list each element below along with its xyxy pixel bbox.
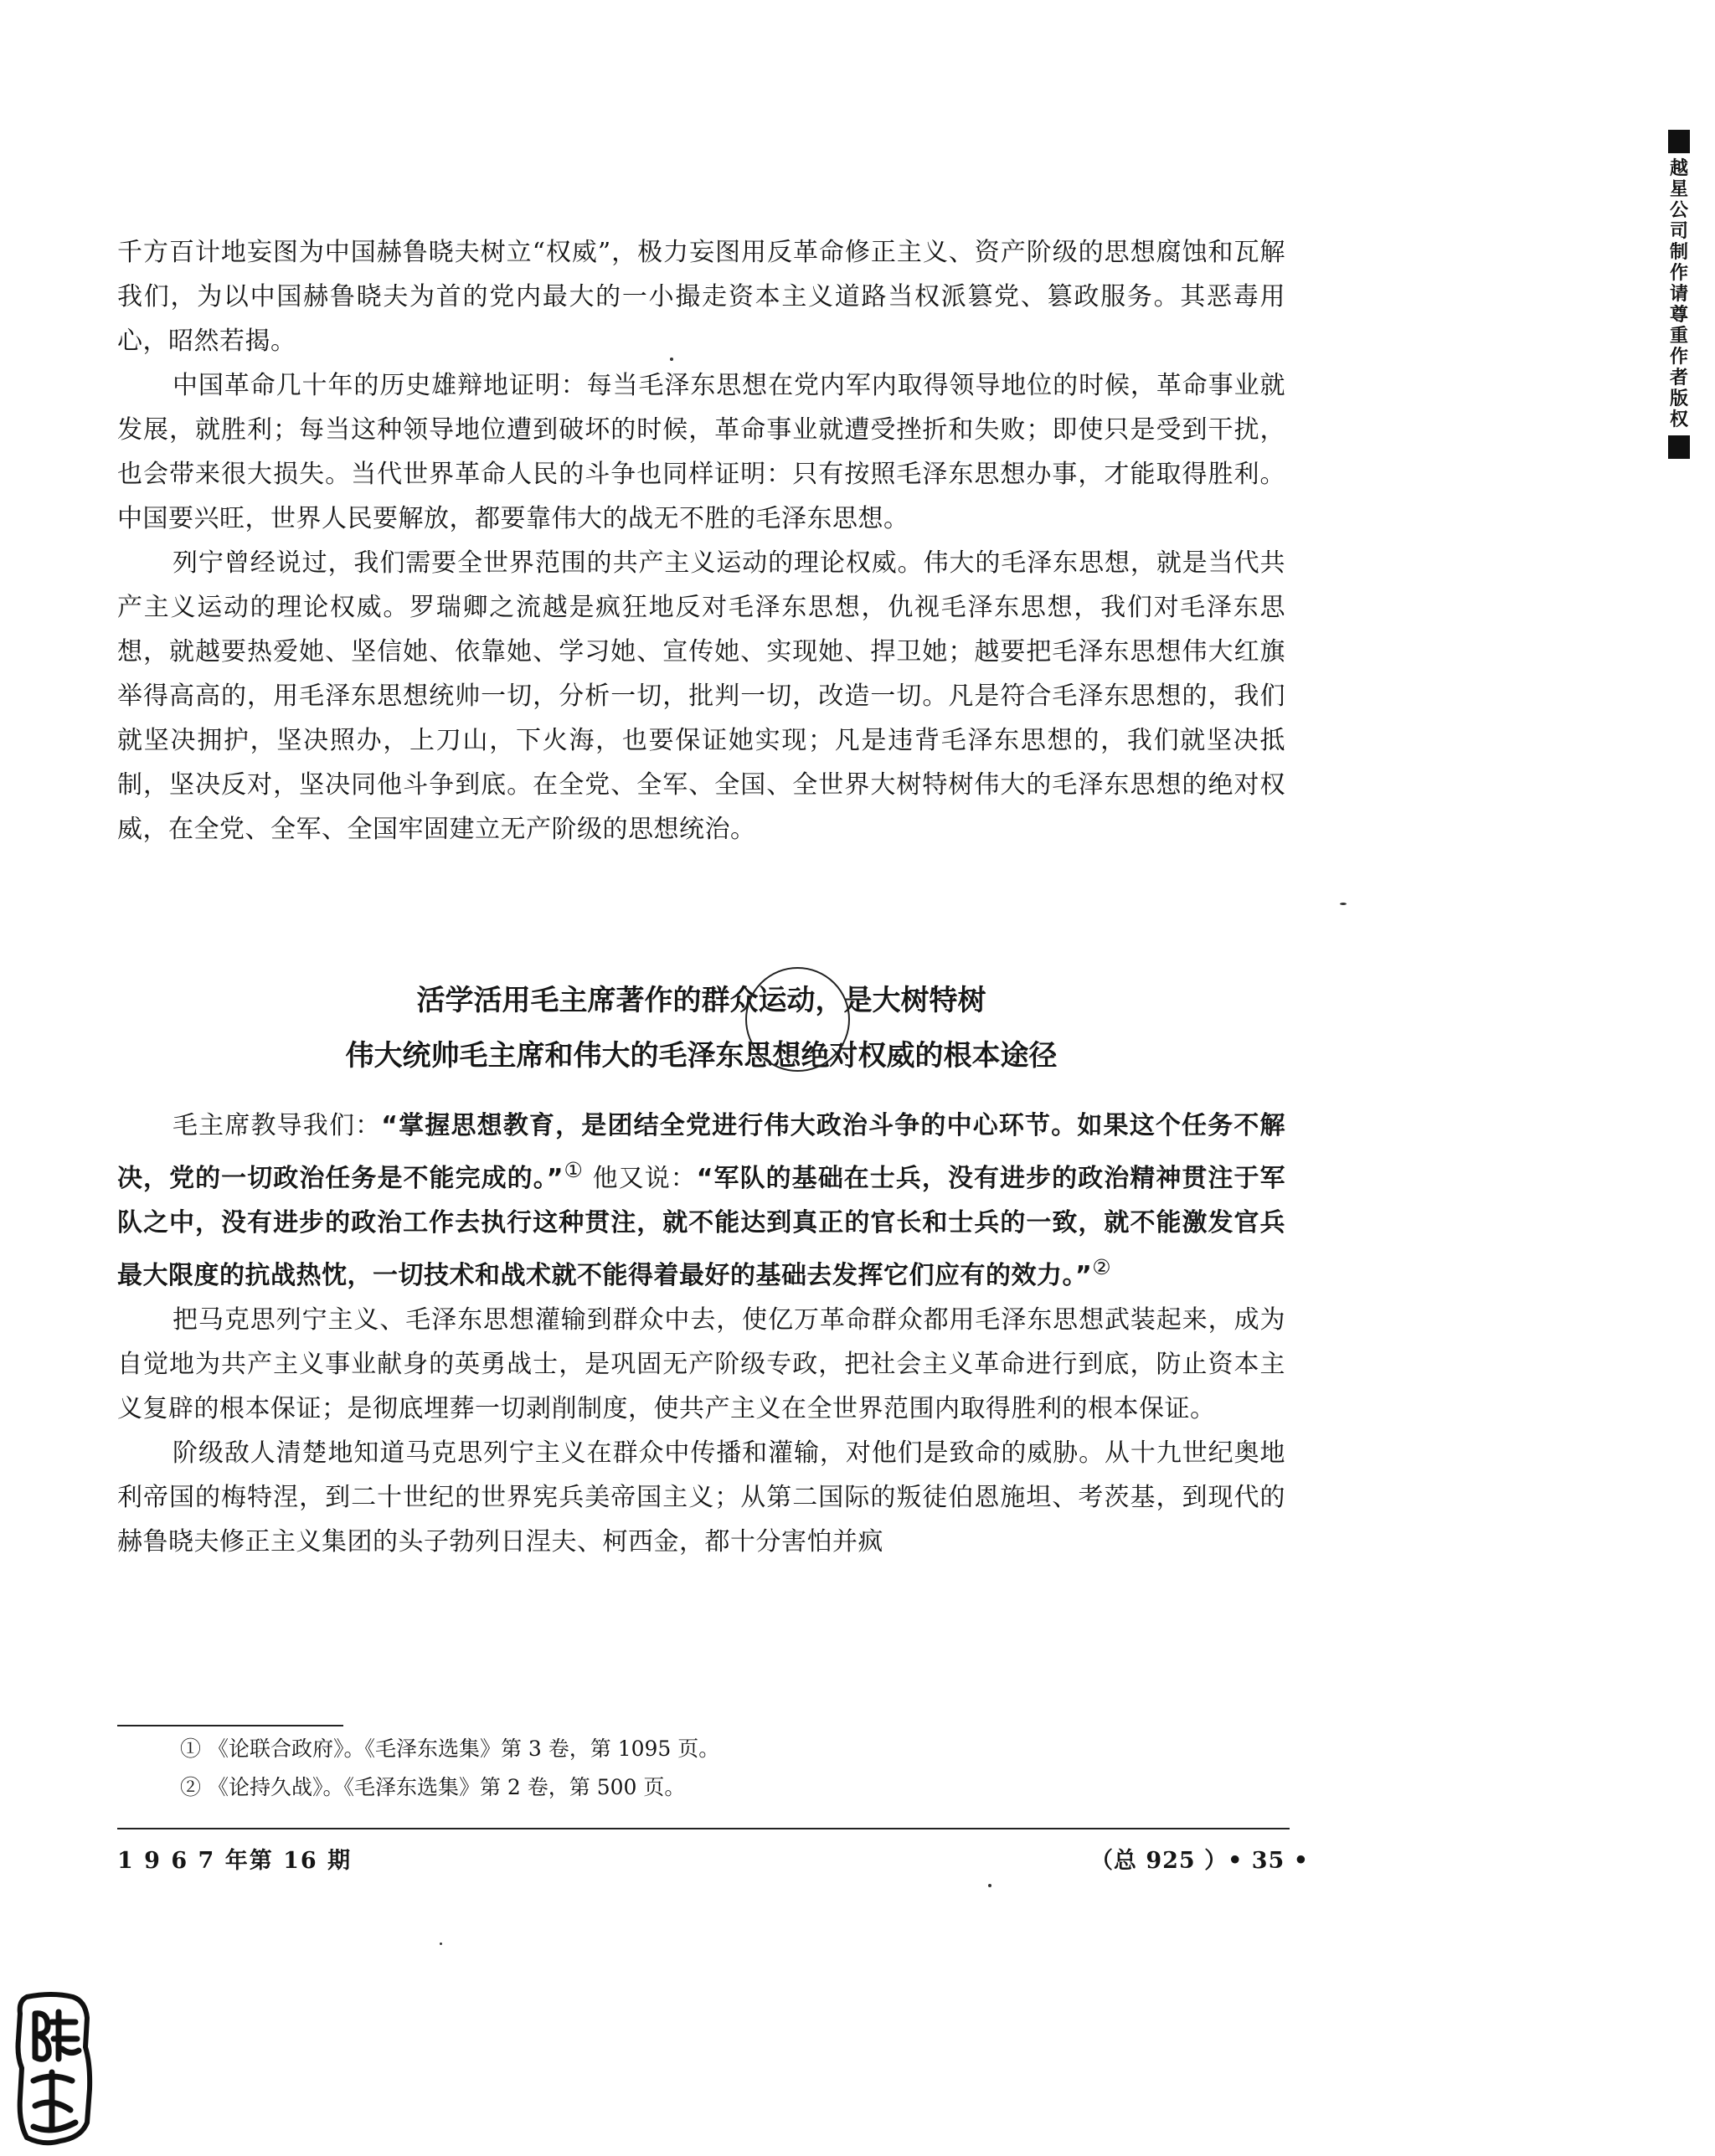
banner-char: 作 xyxy=(1669,347,1688,368)
body-bottom xyxy=(117,1104,1285,1564)
paragraph-history: 中国革命几十年的历史雄辩地证明：每当毛泽东思想在党内军内取得领导地位的时候，革命事业就发展，就胜利；每当这种领导地位遭到破坏的时候，革命事业就遭受挫折和失败；即使只是受到干扰，也会带来很大损失。当代世界革命人民的斗争也同样证明：只有按照毛泽东思想办事，才能取得胜利。中国要兴旺，世界人民要解放，都要靠伟大的战无不胜的毛泽东思想。 xyxy=(117,371,1285,533)
banner-char: 制 xyxy=(1669,242,1688,263)
banner-bar-bottom xyxy=(1668,435,1690,459)
footer-page-number: （总 925 ）• 35 • xyxy=(1089,1848,1309,1874)
scan-speck xyxy=(670,358,673,361)
scan-speck xyxy=(1340,903,1347,905)
section-title-line-1: 活学活用毛主席著作的群众运动，是大树特树 xyxy=(416,984,986,1017)
banner-chars xyxy=(1662,158,1696,430)
footnote-2: ② 《论持久战》。《毛泽东选集》第 2 卷，第 500 页。 xyxy=(180,1775,686,1799)
banner-char: 请 xyxy=(1669,284,1688,305)
paragraph-class-enemy: 阶级敌人清楚地知道马克思列宁主义在群众中传播和灌输，对他们是致命的威胁。从十九世纪奥地利帝国的梅特涅，到二十世纪的世界宪兵美帝国主义；从第二国际的叛徒伯恩施坦、考茨基，到现代的赫鲁晓夫修正主义集团的头子勃列日涅夫、柯西金，都十分害怕并疯 xyxy=(117,1438,1285,1557)
footnote-1: ① 《论联合政府》。《毛泽东选集》第 3 卷，第 1095 页。 xyxy=(180,1737,720,1761)
banner-char: 版 xyxy=(1669,388,1688,409)
footnote-ref-2: ② xyxy=(1092,1255,1112,1279)
footnote-ref-1: ① xyxy=(564,1158,585,1182)
banner-char: 司 xyxy=(1669,221,1688,242)
banner-char: 权 xyxy=(1669,409,1688,430)
footer-rule xyxy=(117,1828,1290,1829)
banner-char: 重 xyxy=(1669,326,1688,347)
section-title xyxy=(117,973,1285,1083)
banner-bar-top xyxy=(1668,130,1690,153)
quote-two: “军队的基础在士兵，没有进步的政治精神贯注于军队之中，没有进步的政治工作去执行这种贯注，就不能达到真正的官长和士兵的一致，就不能激发官兵最大限度的抗战热忱，一切技术和战术就不能得着最好的基础去发挥它们应有的效力。” xyxy=(117,1164,1285,1290)
paragraph-quote xyxy=(117,1104,1285,1298)
banner-char: 公 xyxy=(1669,200,1688,221)
scan-speck xyxy=(988,1884,991,1887)
library-seal-stamp xyxy=(10,1989,98,2148)
section-title-line-2: 伟大统帅毛主席和伟大的毛泽东思想绝对权威的根本途径 xyxy=(345,1039,1058,1073)
banner-char: 作 xyxy=(1669,263,1688,284)
paragraph-lenin: 列宁曾经说过，我们需要全世界范围的共产主义运动的理论权威。伟大的毛泽东思想，就是当代共产主义运动的理论权威。罗瑞卿之流越是疯狂地反对毛泽东思想，仇视毛泽东思想，我们对毛泽东思想，就越要热爱她、坚信她、依靠她、学习她、宣传她、实现她、捍卫她；越要把毛泽东思想伟大红旗举得高高的，用毛泽东思想统帅一切，分析一切，批判一切，改造一切。凡是符合毛泽东思想的，我们就坚决拥护，坚决照办，上刀山，下火海，也要保证她实现；凡是违背毛泽东思想的，我们就坚决抵制，坚决反对，坚决同他斗争到底。在全党、全军、全国、全世界大树特树伟大的毛泽东思想的绝对权威，在全党、全军、全国牢固建立无产阶级的思想统治。 xyxy=(117,548,1285,844)
footnote-separator xyxy=(117,1725,343,1726)
banner-char: 越 xyxy=(1669,158,1688,179)
quote-intro: 毛主席教导我们： xyxy=(173,1111,382,1140)
paragraph-marxism: 把马克思列宁主义、毛泽东思想灌输到群众中去，使亿万革命群众都用毛泽东思想武装起来，成为自觉地为共产主义事业献身的英勇战士，是巩固无产阶级专政，把社会主义革命进行到底，防止资本主义复辟的根本保证；是彻底埋葬一切剥削制度，使共产主义在全世界范围内取得胜利的根本保证。 xyxy=(117,1305,1285,1423)
banner-char: 星 xyxy=(1669,179,1688,200)
scan-speck xyxy=(440,1942,442,1945)
footnotes xyxy=(180,1730,1269,1807)
footer-issue: 1 9 6 7 年第 16 期 xyxy=(117,1848,353,1874)
paragraph-continuation: 千方百计地妄图为中国赫鲁晓夫树立“权威”，极力妄图用反革命修正主义、资产阶级的思想腐蚀和瓦解我们，为以中国赫鲁晓夫为首的党内最大的一小撮走资本主义道路当权派篡党、篡政服务。其恶毒用心，昭然若揭。 xyxy=(117,238,1285,356)
quote-middle: 他又说： xyxy=(584,1164,697,1193)
banner-char: 尊 xyxy=(1669,305,1688,326)
body-top xyxy=(117,230,1285,852)
banner-char: 者 xyxy=(1669,368,1688,388)
pen-circle-mark xyxy=(745,967,850,1072)
copyright-side-banner xyxy=(1662,130,1696,459)
quote-one: “掌握思想教育，是团结全党进行伟大政治斗争的中心环节。如果这个任务不解决，党的一切政治任务是不能完成的。” xyxy=(117,1111,1286,1193)
